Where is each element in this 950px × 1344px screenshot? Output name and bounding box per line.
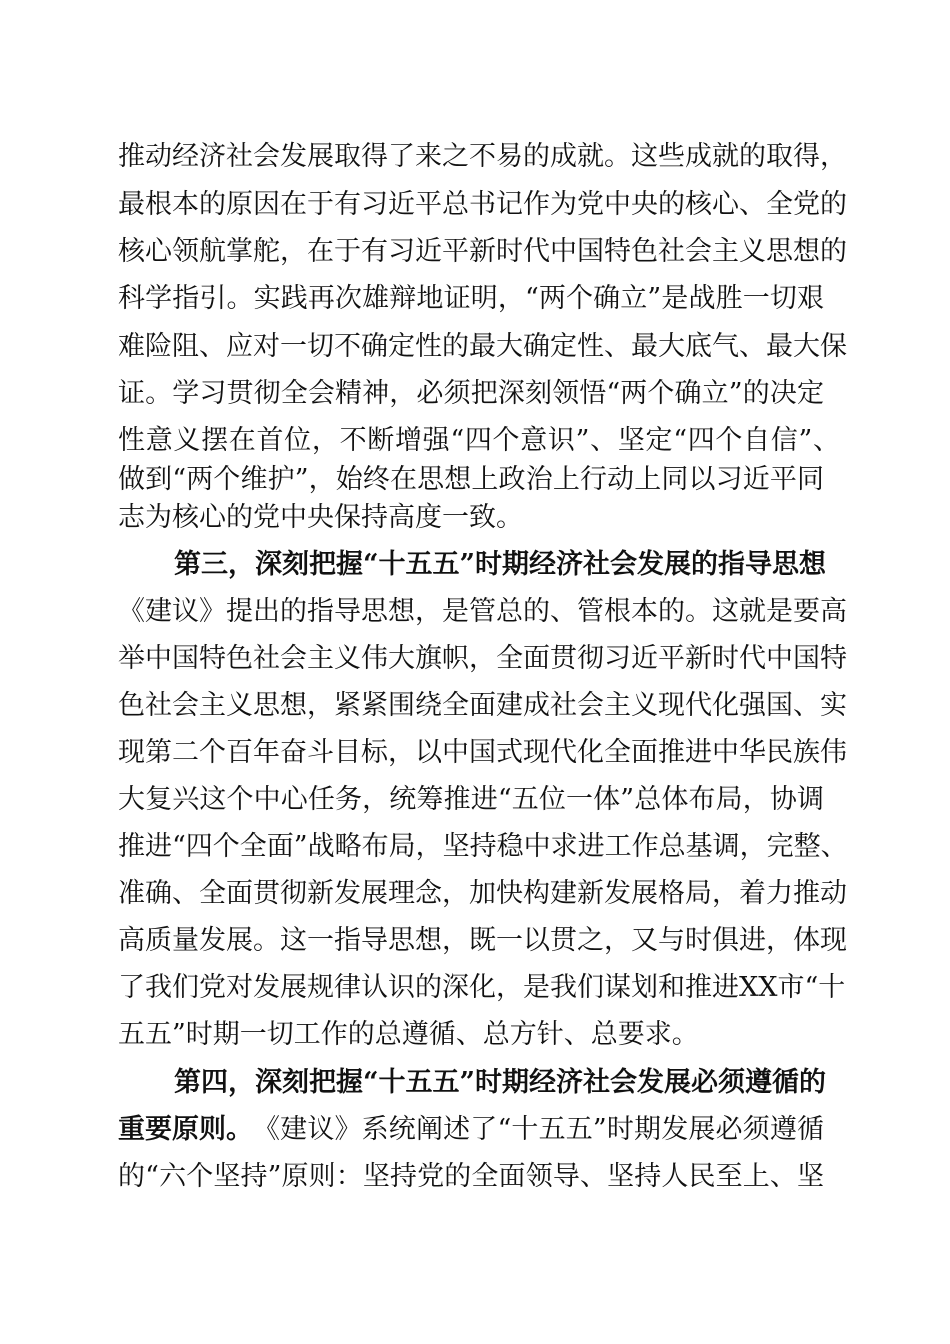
text-line: 高质量发展。这一指导思想，既一以贯之，又与时俱进，体现	[118, 925, 847, 956]
text-line: 性意义摆在首位，不断增强“四个意识”、坚定“四个自信”、	[118, 425, 840, 456]
text-line: 了我们党对发展规律认识的深化，是我们谋划和推进XX市“十	[118, 972, 846, 1003]
text-line: 证。学习贯彻全会精神，必须把深刻领悟“两个确立”的决定	[118, 378, 824, 409]
text-line: 现第二个百年奋斗目标，以中国式现代化全面推进中华民族伟	[118, 737, 847, 768]
text-line: 推动经济社会发展取得了来之不易的成就。这些成就的取得，	[118, 141, 847, 172]
text-line: 《建议》提出的指导思想，是管总的、管根本的。这就是要高	[118, 596, 847, 627]
text-line: 准确、全面贯彻新发展理念，加快构建新发展格局，着力推动	[118, 878, 847, 909]
text-line: 五五”时期一切工作的总遵循、总方针、总要求。	[118, 1019, 699, 1050]
text-line: 做到“两个维护”，始终在思想上政治上行动上同以习近平同	[118, 464, 824, 495]
text-line: 色社会主义思想，紧紧围绕全面建成社会主义现代化强国、实	[118, 690, 847, 721]
text-span: 《建议》系统阐述了“十五五”时期发展必须遵循	[253, 1114, 824, 1145]
text-line: 科学指引。实践再次雄辩地证明，“两个确立”是战胜一切艰	[118, 283, 824, 314]
section-heading-3: 第三，深刻把握“十五五”时期经济社会发展的指导思想	[174, 549, 827, 580]
text-line: 难险阻、应对一切不确定性的最大确定性、最大底气、最大保	[118, 331, 847, 362]
text-line: 的“六个坚持”原则：坚持党的全面领导、坚持人民至上、坚	[118, 1161, 824, 1192]
text-line: 核心领航掌舵，在于有习近平新时代中国特色社会主义思想的	[118, 236, 847, 267]
text-line: 最根本的原因在于有习近平总书记作为党中央的核心、全党的	[118, 189, 847, 220]
text-line	[118, 1112, 824, 1148]
text-line: 志为核心的党中央保持高度一致。	[118, 502, 523, 533]
section-heading-4: 第四，深刻把握“十五五”时期经济社会发展必须遵循的	[174, 1067, 827, 1098]
text-line: 举中国特色社会主义伟大旗帜，全面贯彻习近平新时代中国特	[118, 643, 847, 674]
text-line: 推进“四个全面”战略布局，坚持稳中求进工作总基调，完整、	[118, 831, 848, 862]
text-line: 大复兴这个中心任务，统筹推进“五位一体”总体布局，协调	[118, 784, 824, 815]
bold-lead: 重要原则。	[118, 1114, 253, 1145]
